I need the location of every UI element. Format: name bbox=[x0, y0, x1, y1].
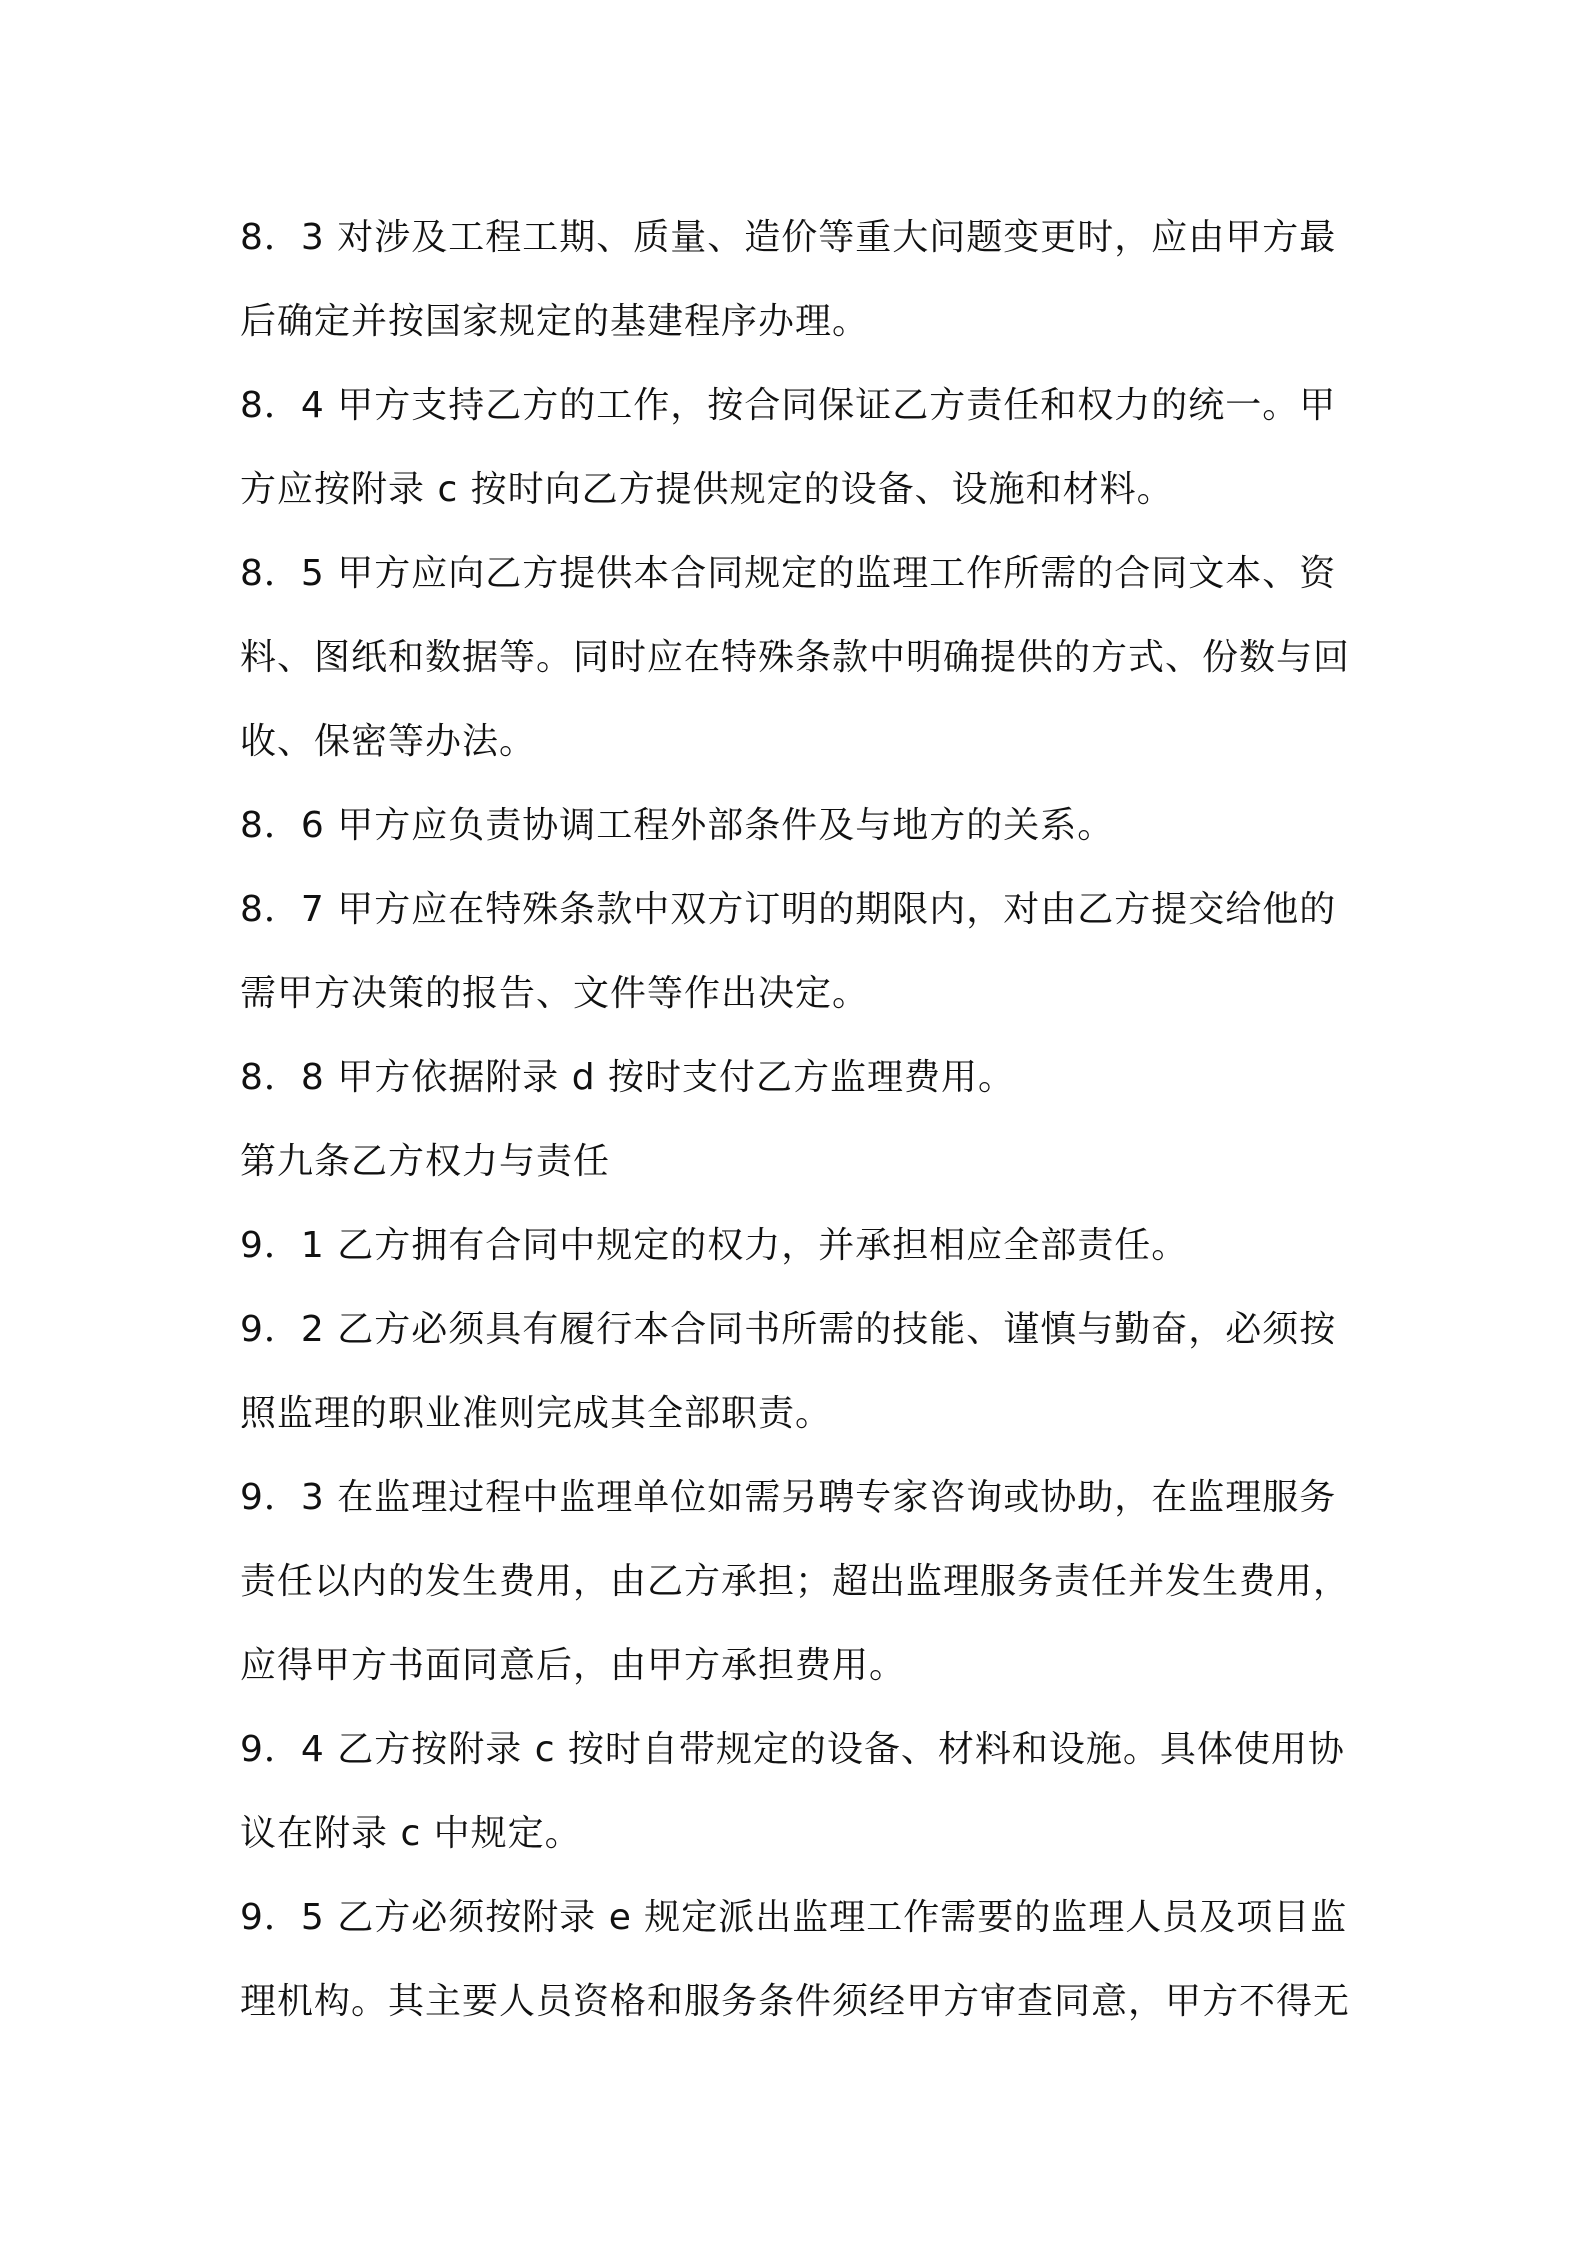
clause-9-3: 9．3 在监理过程中监理单位如需另聘专家咨询或协助，在监理服务责任以内的发生费用，由乙方承担；超出监理服务责任并发生费用，应得甲方书面同意后，由甲方承担费用。 bbox=[240, 1477, 1351, 1686]
clause-9-4: 9．4 乙方按附录 c 按时自带规定的设备、材料和设施。具体使用协议在附录 c 中规定。 bbox=[240, 1729, 1345, 1854]
clause-8-7: 8．7 甲方应在特殊条款中双方订明的期限内，对由乙方提交给他的需甲方决策的报告、文件等作出决定。 bbox=[240, 889, 1337, 1014]
clause-9-2: 9．2 乙方必须具有履行本合同书所需的技能、谨慎与勤奋，必须按照监理的职业准则完成其全部职责。 bbox=[240, 1309, 1337, 1434]
article-9-heading: 第九条乙方权力与责任 bbox=[240, 1141, 611, 1182]
clause-9-5: 9．5 乙方必须按附录 e 规定派出监理工作需要的监理人员及项目监理机构。其主要人员资格和服务条件须经甲方审查同意，甲方不得无 bbox=[240, 1897, 1351, 2022]
clause-8-4: 8．4 甲方支持乙方的工作，按合同保证乙方责任和权力的统一。甲方应按附录 c 按时向乙方提供规定的设备、设施和材料。 bbox=[240, 385, 1337, 510]
clause-8-5: 8．5 甲方应向乙方提供本合同规定的监理工作所需的合同文本、资料、图纸和数据等。同时应在特殊条款中明确提供的方式、份数与回收、保密等办法。 bbox=[240, 553, 1351, 762]
clause-8-3: 8．3 对涉及工程工期、质量、造价等重大问题变更时，应由甲方最后确定并按国家规定的基建程序办理。 bbox=[240, 217, 1337, 342]
clause-9-1: 9．1 乙方拥有合同中规定的权力，并承担相应全部责任。 bbox=[240, 1225, 1189, 1266]
clause-8-8: 8．8 甲方依据附录 d 按时支付乙方监理费用。 bbox=[240, 1057, 1015, 1098]
document-body bbox=[240, 196, 1355, 2044]
clause-8-6: 8．6 甲方应负责协调工程外部条件及与地方的关系。 bbox=[240, 805, 1115, 846]
